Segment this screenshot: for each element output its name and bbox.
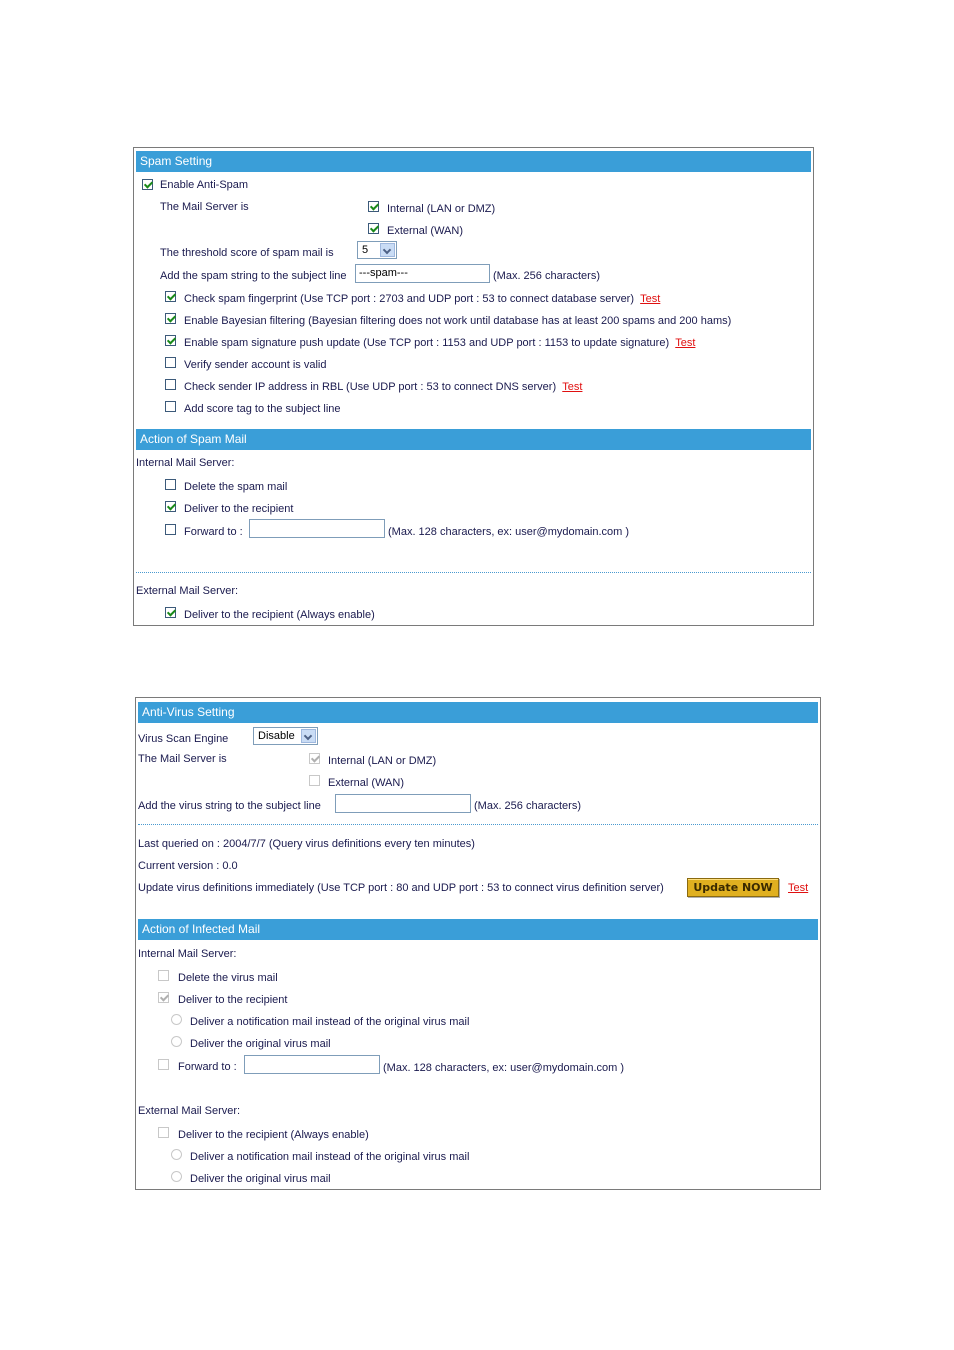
enable-anti-spam-label: Enable Anti-Spam [160, 179, 249, 191]
fingerprint-test-link[interactable]: Test [640, 293, 661, 305]
virus-internal-label: Internal (LAN or DMZ) [328, 755, 437, 767]
ext-notify-radio[interactable] [171, 1149, 182, 1160]
chevron-down-icon [301, 729, 316, 743]
rbl-label [184, 380, 582, 394]
anti-virus-header: Anti-Virus Setting [138, 702, 818, 723]
last-queried-text: Last queried on : 2004/7/7 (Query virus definitions every ten minutes) [138, 838, 475, 850]
virus-mail-server-label: The Mail Server is [138, 753, 227, 765]
update-test-link[interactable]: Test [788, 882, 809, 894]
fingerprint-checkbox[interactable] [165, 291, 176, 302]
fingerprint-label [184, 292, 660, 306]
virus-deliver-checkbox[interactable] [158, 992, 169, 1003]
infected-action-header: Action of Infected Mail [138, 919, 818, 940]
spam-forward-label: Forward to : [184, 526, 243, 538]
spam-forward-hint: (Max. 128 characters, ex: user@mydomain.com ) [388, 526, 630, 538]
chevron-down-icon [380, 243, 395, 257]
engine-value: Disable [258, 730, 295, 742]
delete-spam-label: Delete the spam mail [184, 481, 288, 493]
rbl-checkbox[interactable] [165, 379, 176, 390]
spam-subject-input[interactable]: ---spam--- [355, 264, 490, 283]
update-definitions-label: Update virus definitions immediately (Use TCP port : 80 and UDP port : 53 to connect virus definition server) [138, 882, 664, 894]
bayesian-checkbox[interactable] [165, 313, 176, 324]
spam-ext-deliver-label: Deliver to the recipient (Always enable) [184, 609, 375, 621]
spam-panel [133, 147, 814, 626]
rbl-text: Check sender IP address in RBL (Use UDP port : 53 to connect DNS server) [184, 381, 557, 393]
push-update-text: Enable spam signature push update (Use TCP port : 1153 and UDP port : 1153 to update signature) [184, 337, 670, 349]
score-tag-checkbox[interactable] [165, 401, 176, 412]
spam-subject-label: Add the spam string to the subject line [160, 270, 347, 282]
virus-subject-hint: (Max. 256 characters) [474, 800, 581, 812]
ext-notify-label: Deliver a notification mail instead of the original virus mail [190, 1151, 470, 1163]
original-radio[interactable] [171, 1036, 182, 1047]
virus-divider [138, 824, 818, 825]
spam-internal-checkbox[interactable] [368, 201, 379, 212]
bayesian-label: Enable Bayesian filtering (Bayesian filtering does not work until database has at least 200 spams and 200 hams) [184, 315, 732, 327]
virus-panel [135, 697, 821, 1190]
push-update-label [184, 336, 695, 350]
virus-forward-label: Forward to : [178, 1061, 237, 1073]
ext-original-label: Deliver the original virus mail [190, 1173, 331, 1185]
verify-sender-checkbox[interactable] [165, 357, 176, 368]
push-update-checkbox[interactable] [165, 335, 176, 346]
delete-spam-checkbox[interactable] [165, 479, 176, 490]
current-version-text: Current version : 0.0 [138, 860, 238, 872]
virus-external-server-label: External Mail Server: [138, 1105, 241, 1117]
delete-virus-label: Delete the virus mail [178, 972, 278, 984]
fingerprint-text: Check spam fingerprint (Use TCP port : 2703 and UDP port : 53 to connect database server) [184, 293, 635, 305]
virus-internal-server-label: Internal Mail Server: [138, 948, 237, 960]
notify-radio[interactable] [171, 1014, 182, 1025]
threshold-value: 5 [362, 244, 369, 256]
spam-external-server-label: External Mail Server: [136, 585, 239, 597]
score-tag-label: Add score tag to the subject line [184, 403, 341, 415]
spam-deliver-label: Deliver to the recipient [184, 503, 294, 515]
virus-internal-checkbox[interactable] [309, 753, 320, 764]
rbl-test-link[interactable]: Test [562, 381, 583, 393]
spam-forward-input[interactable] [249, 519, 385, 538]
spam-deliver-checkbox[interactable] [165, 501, 176, 512]
virus-subject-input[interactable] [335, 794, 471, 813]
spam-ext-deliver-checkbox[interactable] [165, 607, 176, 618]
spam-forward-checkbox[interactable] [165, 524, 176, 535]
virus-ext-deliver-checkbox[interactable] [158, 1127, 169, 1138]
notify-label: Deliver a notification mail instead of the original virus mail [190, 1016, 470, 1028]
threshold-label: The threshold score of spam mail is [160, 247, 334, 259]
spam-external-checkbox[interactable] [368, 223, 379, 234]
push-update-test-link[interactable]: Test [675, 337, 696, 349]
virus-ext-deliver-label: Deliver to the recipient (Always enable) [178, 1129, 369, 1141]
spam-divider [136, 572, 811, 573]
virus-deliver-label: Deliver to the recipient [178, 994, 288, 1006]
engine-label: Virus Scan Engine [138, 733, 229, 745]
original-label: Deliver the original virus mail [190, 1038, 331, 1050]
threshold-select[interactable] [357, 241, 397, 259]
spam-mail-server-label: The Mail Server is [160, 201, 249, 213]
engine-select[interactable] [253, 727, 318, 745]
spam-internal-server-label: Internal Mail Server: [136, 457, 235, 469]
ext-original-radio[interactable] [171, 1171, 182, 1182]
spam-subject-hint: (Max. 256 characters) [493, 270, 600, 282]
virus-external-checkbox[interactable] [309, 775, 320, 786]
virus-external-label: External (WAN) [328, 777, 404, 789]
delete-virus-checkbox[interactable] [158, 970, 169, 981]
virus-subject-label: Add the virus string to the subject line [138, 800, 321, 812]
virus-forward-hint: (Max. 128 characters, ex: user@mydomain.com ) [383, 1062, 625, 1074]
spam-external-label: External (WAN) [387, 225, 463, 237]
spam-setting-header: Spam Setting [136, 151, 811, 172]
spam-action-header: Action of Spam Mail [136, 429, 811, 450]
virus-forward-checkbox[interactable] [158, 1059, 169, 1070]
enable-anti-spam-checkbox[interactable] [142, 179, 153, 190]
spam-internal-label: Internal (LAN or DMZ) [387, 203, 496, 215]
virus-forward-input[interactable] [244, 1055, 380, 1074]
update-now-button[interactable]: Update NOW [687, 878, 779, 897]
verify-sender-label: Verify sender account is valid [184, 359, 327, 371]
